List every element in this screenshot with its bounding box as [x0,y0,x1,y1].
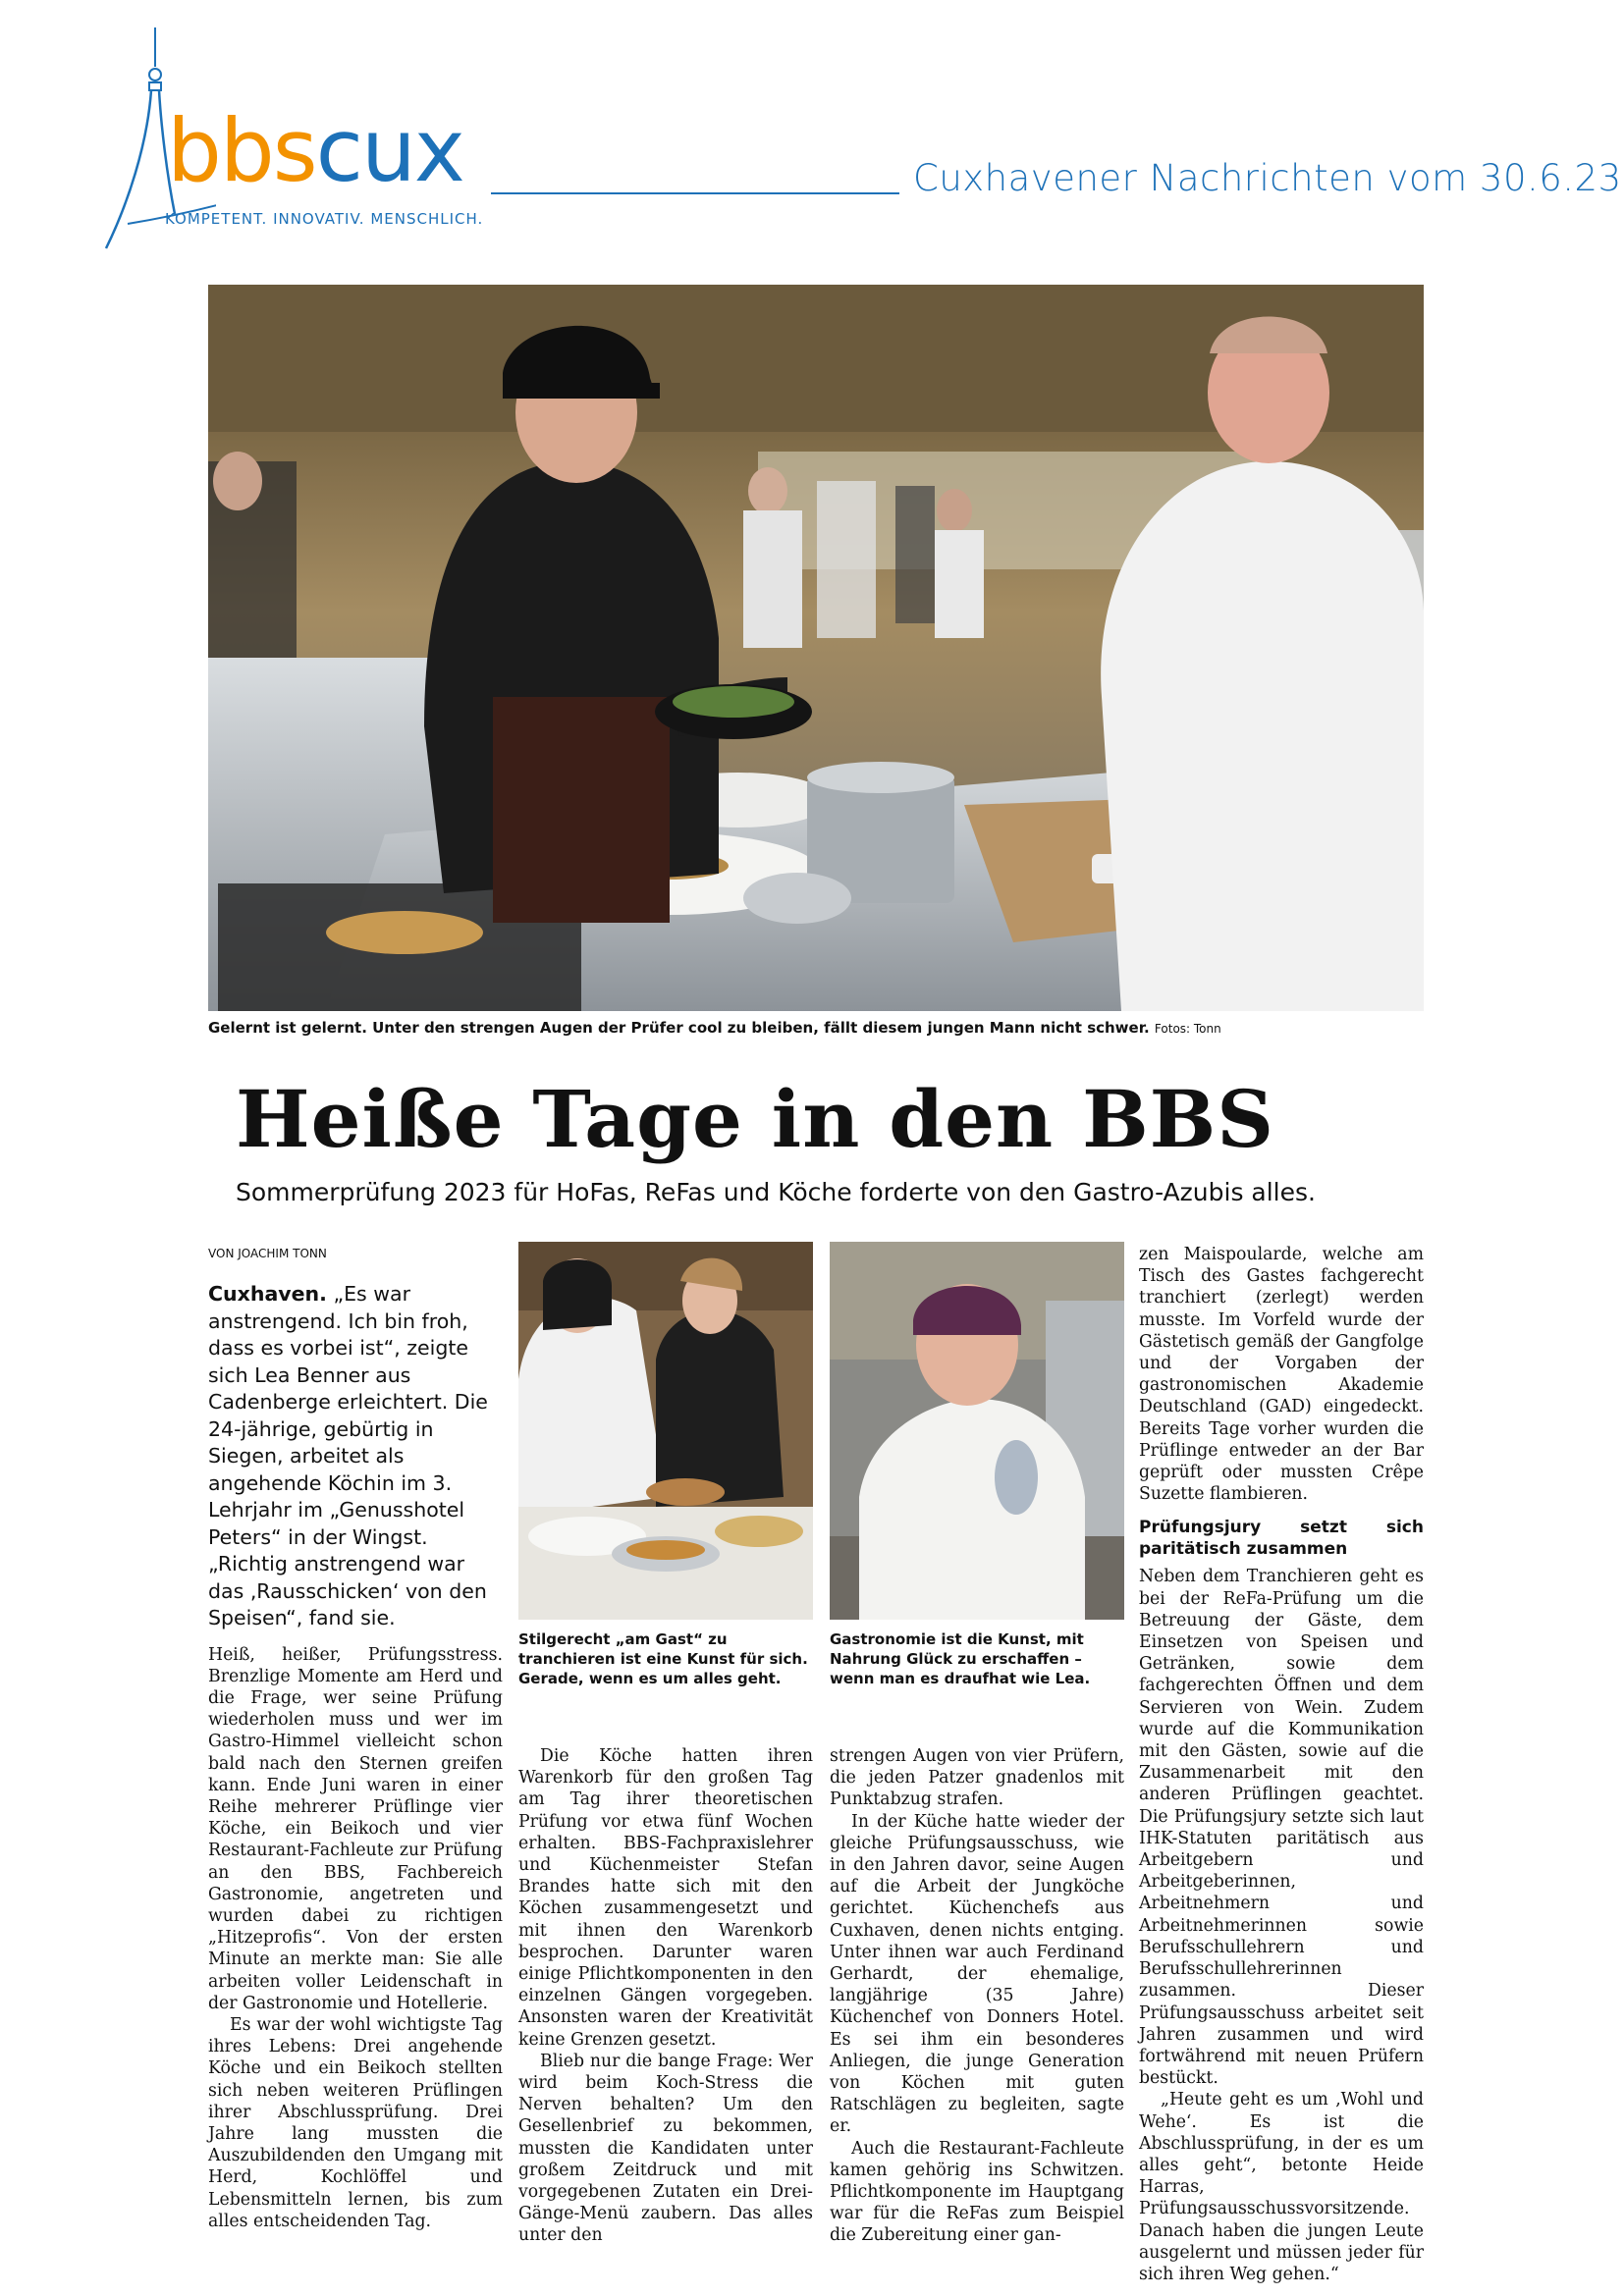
main-photo-caption [208,1018,1424,1039]
carving-photo [518,1242,813,1620]
lea-portrait-photo [830,1242,1124,1620]
paragraph: Blieb nur die bange Frage: Wer wird beim Koch-Stress die Nerven behalten? Um den Gesellenbrief zu bekommen, mussten die Kandidaten unter großem Zeitdruck und mit vorgegebenen Zutaten ein Drei-Gänge-Menü zaubern. Das alles unter den [518,2051,813,2246]
lea-portrait-illustration [830,1242,1124,1620]
paragraph: strengen Augen von vier Prüfern, die jeden Patzer gnadenlos mit Punktabzug strafen. [830,1746,1124,1810]
main-caption-text: Gelernt ist gelernt. Unter den strengen Augen der Prüfer cool zu bleiben, fällt diesem jungen Mann nicht schwer. [208,1019,1150,1037]
paragraph: Es war der wohl wichtigste Tag ihres Lebens: Drei angehende Köche und ein Beikoch stellten sich neben weiteren Prüflingen ihrer Abschlussprüfung. Drei Jahre lang mussten die Auszubildenden den Umgang mit Herd, Kochlöffel und Lebensmitteln lernen, bis zum alles entscheidenden Tag. [208,2014,503,2231]
carving-photo-caption: Stilgerecht „am Gast“ zu tranchieren ist eine Kunst für sich. Gerade, wenn es um alles geht. [518,1630,808,1687]
bbscux-logo [98,27,511,253]
paragraph: Auch die Restaurant-Fachleute kamen gehörig ins Schwitzen. Pflichtkomponente im Hauptgang war für die ReFas zum Beispiel die Zubereitung einer gan- [830,2138,1124,2246]
paragraph: Neben dem Tranchieren geht es bei der ReFa-Prüfung um die Betreuung der Gäste, dem Einsetzen von Speisen und Getränken, sowie dem fachgerechten Öffnen und dem Servieren von Wein. Zudem wurde auf die Kommunikation mit den Gästen, sowie auf die Zusammenarbeit mit den anderen Prüflingen geachtet. Die Prüfungsjury setzte sich laut IHK-Statuten paritätisch aus Arbeitgebern und Arbeitgeberinnen, Arbeitnehmern und Arbeitnehmerinnen sowie Berufsschullehrern und Berufsschullehrerinnen zusammen. Dieser Prüfungsausschuss arbeitet seit Jahren zusammen und wird fortwährend mit neuen Prüfern bestückt. [1139,1567,1424,2089]
kitchen-photo-illustration [208,285,1424,1011]
article-column-3 [830,1745,1124,2247]
headline: Heiße Tage in den BBS [236,1073,1275,1165]
main-photo [208,285,1424,1011]
logo-wordmark [167,100,463,201]
lead-place: Cuxhaven. [208,1282,327,1306]
paragraph: Heiß, heißer, Prüfungsstress. Brenzlige Momente am Herd und die Frage, wer seine Prüfung wiederholen muss und wer im Gastro-Himmel vielleicht schon bald nach den Sternen greifen kann. Ende Juni waren in einer Reihe mehrerer Prüflinge vier Köche, ein Beikoch und vier Restaurant-Fachleute zur Prüfung an den BBS, Fachbereich Gastronomie, angetreten und wurden dabei zu richtigen „Hitzeprofis“. Von der ersten Minute an merkte man: Sie alle arbeiten voller Leidenschaft in der Gastronomie und Hotellerie. [208,1644,503,2013]
paragraph: Die Köche hatten ihren Warenkorb für den großen Tag am Tag ihrer theoretischen Prüfung vor etwa fünf Wochen erhalten. BBS-Fachpraxislehrer und Küchenmeister Stefan Brandes hatte sich mit den Köchen zusammengesetzt und mit ihnen den Warenkorb besprochen. Darunter waren einige Pflichtkomponenten in den einzelnen Gängen vorgegeben. Ansonsten waren der Kreativität keine Grenzen gesetzt. [518,1746,813,2050]
header-divider [491,192,899,194]
paragraph: „Heute geht es um ‚Wohl und Wehe‘. Es ist die Abschlussprüfung, in der es um alles geht“, betonte Heide Harras, Prüfungsausschussvorsitzende. Danach haben die jungen Leute ausgelernt und müssen jeder für sich ihren Weg gehen.“ [1139,2090,1424,2284]
column-1-body [208,1644,503,2232]
logo-tagline: KOMPETENT. INNOVATIV. MENSCHLICH. [165,210,484,228]
lea-portrait-caption: Gastronomie ist die Kunst, mit Nahrung Glück zu erschaffen – wenn man es draufhat wie Lea. [830,1630,1091,1687]
paragraph: In der Küche hatte wieder der gleiche Prüfungsausschuss, wie in den Jahren davor, seine Augen auf die Arbeit der Jungköche gerichtet. Küchenchefs aus Cuxhaven, denen nichts entging. Unter ihnen war auch Ferdinand Gerhardt, der ehemalige, langjährige (35 Jahre) Küchenchef von Donners Hotel. Es sei ihm ein besonderes Anliegen, die junge Generation von Köchen mit guten Ratschlägen zu begleiten, sagte er. [830,1811,1124,2137]
logo-cux: cux [315,100,463,201]
photo-credit: Fotos: Tonn [1154,1022,1221,1036]
lead-text: „Es war anstrengend. Ich bin froh, dass es vorbei ist“, zeigte sich Lea Benner aus Cadenberge erleichtert. Die 24-jährige, gebürtig in Siegen, arbeitet als angehende Köchin im 3. Lehrjahr im „Genusshotel Peters“ in der Wingst. „Richtig anstrengend war das ‚Rausschicken‘ von den Speisen“, fand sie. [208,1282,488,1629]
byline: VON JOACHIM TONN [208,1247,327,1260]
logo-bbs: bbs [167,100,316,201]
article-column-1 [208,1281,503,2232]
article-column-4 [1139,1244,1424,2285]
carving-photo-illustration [518,1242,813,1620]
subheadline: Sommerprüfung 2023 für HoFas, ReFas und Köche forderte von den Gastro-Azubis alles. [236,1178,1316,1206]
lead-paragraph [208,1281,503,1632]
section-subhead: Prüfungsjury setzt sich paritätisch zusammen [1139,1518,1424,1560]
source-line: Cuxhavener Nachrichten vom 30.6.23 [913,157,1622,199]
paragraph: zen Maispoularde, welche am Tisch des Gastes fachgerecht tranchiert (zerlegt) werden musste. Im Vorfeld wurde der Gästetisch gemäß der Gangfolge und der Vorgaben der gastronomischen Akademie Deutschland (GAD) eingedeckt. Bereits Tage vorher wurden die Prüflinge entweder an der Bar geprüft oder mussten Crêpe Suzette flambieren. [1139,1245,1424,1505]
article-column-2 [518,1745,813,2247]
